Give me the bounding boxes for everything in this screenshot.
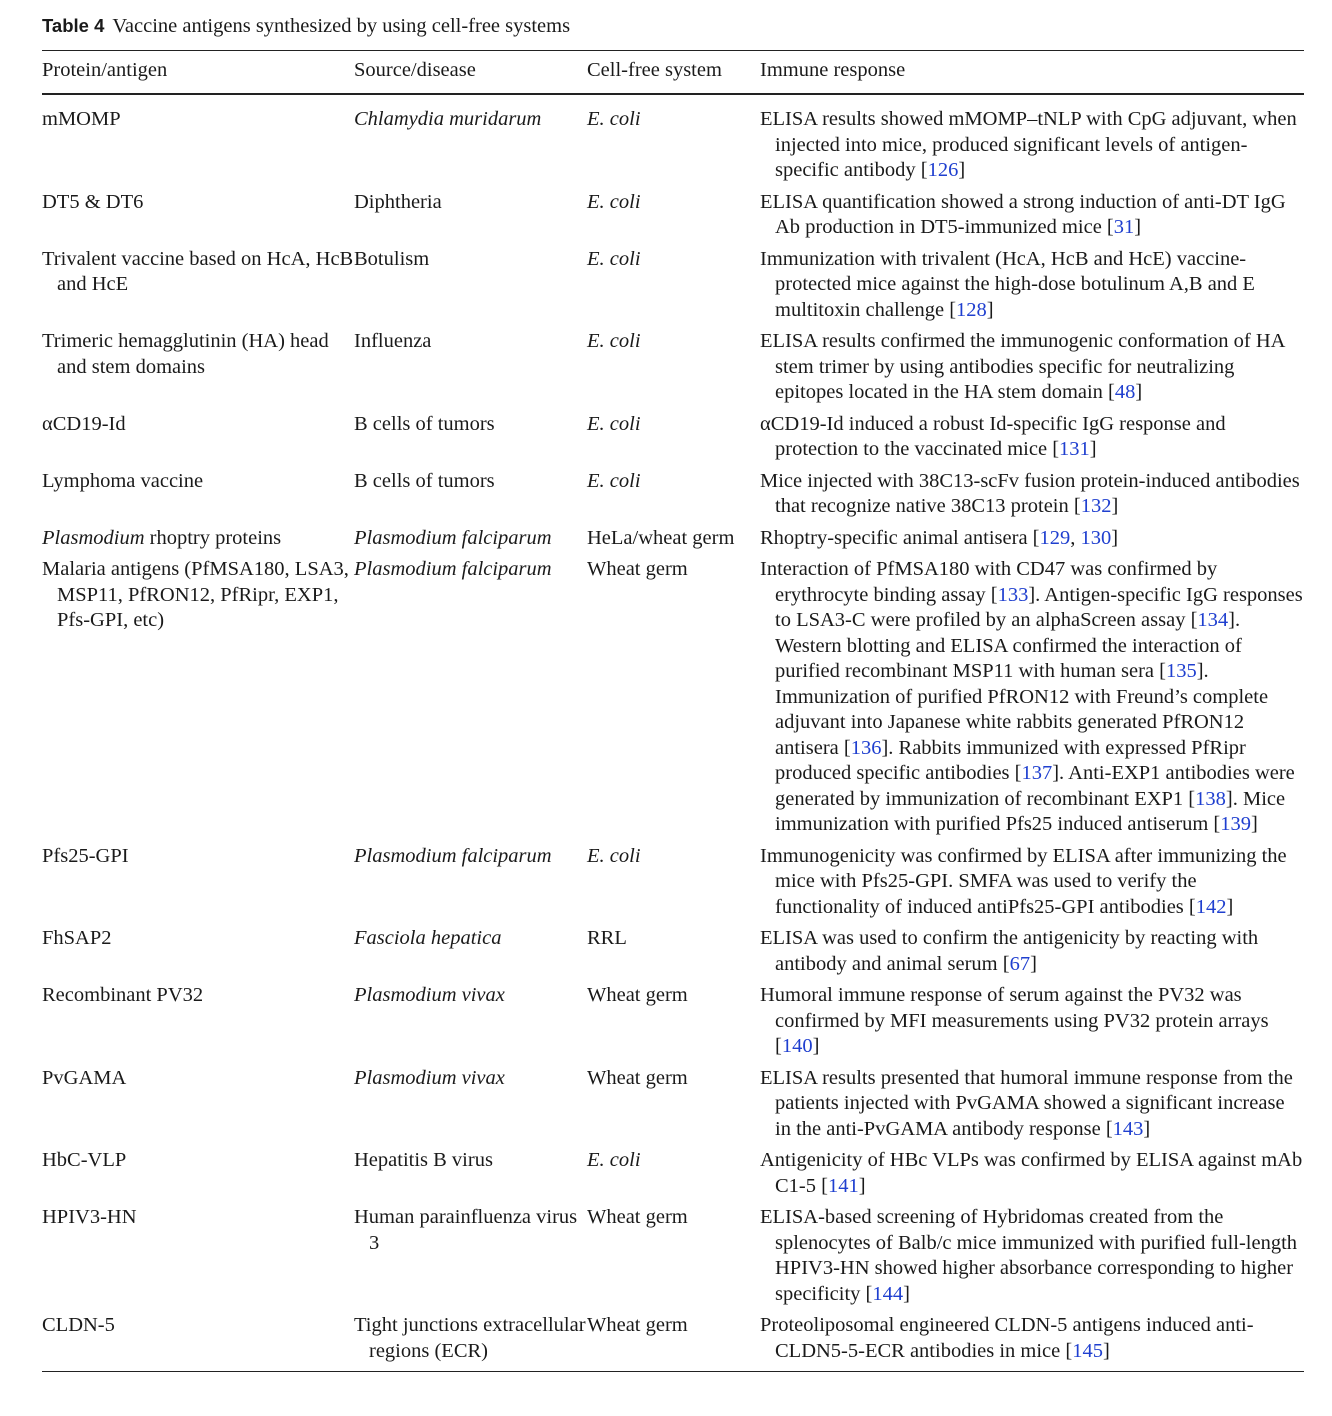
- italic-text: Plasmodium vivax: [354, 1066, 505, 1089]
- cell-text: ]. Mice immunization with purified Pfs25 induced antiserum [: [775, 787, 1286, 835]
- citation-link[interactable]: 141: [827, 1174, 859, 1197]
- cell-text: HeLa/wheat germ: [587, 526, 735, 549]
- table-row: [42, 844, 1304, 927]
- cell-text: αCD19-Id: [42, 412, 126, 435]
- italic-text: Fasciola hepatica: [354, 927, 502, 949]
- cell-text: Immunogenicity was confirmed by ELISA after immunizing the mice with Pfs25-GPI. SMFA was used to verify the functionality of induced antiPfs25-GPI antibodies [: [760, 844, 1287, 918]
- cell-text: ELISA-based screening of Hybridomas created from the splenocytes of Balb/c mice immunized with purified full-length HPIV3-HN showed higher absorbance corresponding to higher specificity [: [760, 1206, 1298, 1305]
- cell-source-disease: [354, 94, 587, 190]
- cell-text: ]. Western blotting and ELISA confirmed the interaction of purified recombinant MSP11 with human sera [: [775, 609, 1242, 682]
- cell-cell-free-system: [587, 190, 760, 247]
- cell-text: Immunization with trivalent (HcA, HcB and HcE) vaccine-protected mice against the high-dose botulinum A,B and E multitoxin challenge [: [760, 247, 1255, 321]
- cell-text: ELISA results confirmed the immunogenic conformation of HA stem trimer by using antibodies specific for neutralizing epitopes located in the HA stem domain [: [760, 330, 1285, 403]
- italic-text: E. coli: [587, 330, 641, 352]
- cell-text: Trivalent vaccine based on HcA, HcB and HcE: [42, 247, 354, 295]
- cell-cell-free-system: [587, 1313, 760, 1372]
- cell-text: Pfs25-GPI: [42, 844, 129, 867]
- cell-protein-antigen: [42, 412, 354, 469]
- cell-text: HPIV3-HN: [42, 1206, 137, 1228]
- cell-source-disease: [354, 983, 587, 1066]
- cell-protein-antigen: [42, 329, 354, 412]
- table-row: [42, 1148, 1304, 1205]
- cell-cell-free-system: [587, 926, 760, 983]
- cell-text: ]: [1030, 952, 1037, 975]
- table-row: [42, 247, 1304, 330]
- citation-link[interactable]: 134: [1197, 609, 1229, 631]
- italic-text: Plasmodium falciparum: [354, 844, 552, 867]
- cell-protein-antigen: [42, 557, 354, 844]
- cell-protein-antigen: [42, 1205, 354, 1313]
- italic-text: Plasmodium falciparum: [354, 558, 552, 580]
- cell-protein-antigen: [42, 469, 354, 526]
- table-row: [42, 412, 1304, 469]
- cell-protein-antigen: [42, 1066, 354, 1149]
- cell-text: Interaction of PfMSA180 with CD47 was confirmed by erythrocyte binding assay [: [760, 558, 1218, 606]
- header-immune-response: Immune response: [760, 59, 906, 81]
- cell-text: DT5 & DT6: [42, 190, 144, 213]
- citation-link[interactable]: 144: [872, 1282, 904, 1305]
- cell-text: HbC-VLP: [42, 1149, 127, 1171]
- cell-source-disease: [354, 926, 587, 983]
- cell-text: Humoral immune response of serum against the PV32 was confirmed by MFI measurements using PV32 protein arrays [: [760, 984, 1269, 1057]
- cell-text: ]: [1135, 381, 1143, 403]
- cell-cell-free-system: [587, 247, 760, 330]
- cell-immune-response: [760, 526, 1304, 558]
- table-row: [42, 1066, 1304, 1149]
- cell-text: mMOMP: [42, 108, 121, 130]
- cell-text: ]. Immunization of purified PfRON12 with Freund’s complete adjuvant into Japanese white rabbits generated PfRON12 antisera [: [775, 660, 1269, 759]
- citation-link[interactable]: 136: [850, 736, 882, 759]
- cell-immune-response: [760, 412, 1304, 469]
- cell-text: ]: [903, 1282, 910, 1305]
- cell-immune-response: [760, 247, 1304, 330]
- citation-link[interactable]: 132: [1080, 495, 1112, 517]
- table-row: [42, 557, 1304, 844]
- cell-text: Malaria antigens (PfMSA180, LSA3, MSP11, PfRON12, PfRipr, EXP1, Pfs-GPI, etc): [42, 558, 349, 631]
- table-row: [42, 983, 1304, 1066]
- cell-text: Influenza: [354, 330, 432, 352]
- header-row: [42, 51, 1304, 95]
- cell-source-disease: [354, 412, 587, 469]
- cell-text: ]: [958, 159, 966, 181]
- cell-protein-antigen: [42, 1148, 354, 1205]
- cell-text: ]: [986, 298, 994, 321]
- citation-link[interactable]: 133: [997, 583, 1029, 606]
- cell-protein-antigen: [42, 190, 354, 247]
- cell-text: Tight junctions extracellular regions (ECR): [354, 1314, 586, 1362]
- citation-link[interactable]: 137: [1021, 762, 1053, 784]
- cell-text: ]: [1111, 495, 1119, 517]
- table-row: [42, 526, 1304, 558]
- cell-protein-antigen: [42, 94, 354, 190]
- italic-text: E. coli: [587, 108, 641, 130]
- cell-cell-free-system: [587, 844, 760, 927]
- citation-link[interactable]: 131: [1059, 438, 1090, 460]
- header-source-disease: Source/disease: [354, 59, 476, 81]
- citation-link[interactable]: 129: [1039, 526, 1071, 549]
- cell-source-disease: [354, 329, 587, 412]
- cell-text: Antigenicity of HBc VLPs was confirmed by ELISA against mAb C1-5 [: [760, 1149, 1303, 1197]
- cell-text: Recombinant PV32: [42, 984, 204, 1006]
- cell-cell-free-system: [587, 526, 760, 558]
- italic-text: E. coli: [587, 247, 641, 270]
- table-row: [42, 1313, 1304, 1372]
- cell-text: ]: [1250, 813, 1258, 835]
- vaccine-antigens-table: [42, 50, 1304, 1372]
- cell-cell-free-system: [587, 469, 760, 526]
- citation-link[interactable]: 139: [1220, 813, 1251, 835]
- italic-text: E. coli: [587, 469, 641, 492]
- cell-text: PvGAMA: [42, 1066, 127, 1089]
- cell-source-disease: [354, 1066, 587, 1149]
- cell-text: ]. Rabbits immunized with expressed PfRipr produced specific antibodies [: [775, 736, 1246, 784]
- cell-text: B cells of tumors: [354, 469, 495, 492]
- cell-protein-antigen: [42, 1313, 354, 1372]
- cell-text: Wheat germ: [587, 1314, 688, 1336]
- cell-text: ]. Anti-EXP1 antibodies were generated by immunization of recombinant EXP1 [: [775, 762, 1295, 810]
- table-row: [42, 329, 1304, 412]
- cell-cell-free-system: [587, 412, 760, 469]
- table-figure: [42, 12, 1304, 1372]
- citation-link[interactable]: 135: [1165, 660, 1197, 682]
- cell-text: ELISA results showed mMOMP–tNLP with CpG adjuvant, when injected into mice, produced significant levels of antigen-specific antibody [: [760, 108, 1297, 181]
- table-row: [42, 94, 1304, 190]
- citation-link[interactable]: 48: [1114, 381, 1136, 403]
- cell-cell-free-system: [587, 557, 760, 844]
- cell-immune-response: [760, 469, 1304, 526]
- cell-immune-response: [760, 926, 1304, 983]
- cell-text: Lymphoma vaccine: [42, 469, 204, 492]
- cell-text: ]: [812, 1035, 820, 1057]
- cell-text: ELISA results presented that humoral immune response from the patients injected with PvGAMA showed a significant increase in the anti-PvGAMA antibody response [: [760, 1066, 1293, 1140]
- cell-immune-response: [760, 844, 1304, 927]
- cell-cell-free-system: [587, 983, 760, 1066]
- cell-protein-antigen: [42, 526, 354, 558]
- cell-text: Trimeric hemagglutinin (HA) head and stem domains: [42, 330, 329, 378]
- cell-immune-response: [760, 190, 1304, 247]
- cell-text: B cells of tumors: [354, 412, 495, 435]
- cell-text: Mice injected with 38C13-scFv fusion protein-induced antibodies that recognize native 38C13 protein [: [760, 469, 1300, 517]
- table-header: [42, 51, 1304, 95]
- cell-text: Proteoliposomal engineered CLDN-5 antigens induced anti-CLDN5-5-ECR antibodies in mice [: [760, 1314, 1254, 1362]
- cell-protein-antigen: [42, 926, 354, 983]
- cell-immune-response: [760, 557, 1304, 844]
- cell-text: ]: [1143, 1117, 1151, 1140]
- table-title: Vaccine antigens synthesized by using cell-free systems: [112, 15, 571, 37]
- italic-text: E. coli: [587, 412, 641, 435]
- cell-protein-antigen: [42, 983, 354, 1066]
- cell-text: αCD19-Id induced a robust Id-specific IgG response and protection to the vaccinated mice [: [760, 412, 1226, 460]
- cell-cell-free-system: [587, 1205, 760, 1313]
- cell-source-disease: [354, 1205, 587, 1313]
- cell-text: Rhoptry-specific animal antisera [: [760, 526, 1040, 549]
- italic-text: Chlamydia muridarum: [354, 108, 542, 130]
- cell-text: ]: [1226, 895, 1234, 918]
- cell-immune-response: [760, 1066, 1304, 1149]
- cell-immune-response: [760, 1205, 1304, 1313]
- table-row: [42, 926, 1304, 983]
- cell-text: Diphtheria: [354, 190, 442, 213]
- citation-link[interactable]: 31: [1113, 216, 1135, 238]
- table-row: [42, 190, 1304, 247]
- cell-text: rhoptry proteins: [144, 526, 282, 549]
- cell-immune-response: [760, 329, 1304, 412]
- italic-text: E. coli: [587, 1149, 641, 1171]
- cell-text: Wheat germ: [587, 1206, 688, 1228]
- cell-cell-free-system: [587, 94, 760, 190]
- cell-text: ELISA was used to confirm the antigenicity by reacting with antibody and animal serum [: [760, 927, 1259, 975]
- cell-source-disease: [354, 1313, 587, 1372]
- table-row: [42, 469, 1304, 526]
- cell-text: RRL: [587, 927, 627, 949]
- italic-text: Plasmodium falciparum: [354, 526, 552, 549]
- cell-text: ]: [1134, 216, 1142, 238]
- cell-source-disease: [354, 1148, 587, 1205]
- citation-link[interactable]: 143: [1112, 1117, 1144, 1140]
- citation-link[interactable]: 126: [927, 159, 959, 181]
- cell-text: ]: [1089, 438, 1097, 460]
- cell-text: CLDN-5: [42, 1314, 115, 1336]
- cell-text: Human parainfluenza virus 3: [354, 1206, 578, 1254]
- table-body: [42, 94, 1304, 1372]
- cell-text: ]: [858, 1174, 866, 1197]
- citation-link[interactable]: 142: [1195, 895, 1227, 918]
- cell-text: FhSAP2: [42, 927, 112, 949]
- citation-link[interactable]: 140: [781, 1035, 813, 1057]
- cell-source-disease: [354, 844, 587, 927]
- cell-source-disease: [354, 190, 587, 247]
- cell-source-disease: [354, 526, 587, 558]
- table-row: [42, 1205, 1304, 1313]
- header-cell-free-system: Cell-free system: [587, 59, 722, 81]
- cell-immune-response: [760, 983, 1304, 1066]
- cell-source-disease: [354, 469, 587, 526]
- cell-text: Wheat germ: [587, 558, 688, 580]
- citation-link[interactable]: 67: [1009, 952, 1031, 975]
- cell-text: ]. Antigen-specific IgG responses to LSA3-C were profiled by an alphaScreen assay [: [775, 583, 1303, 631]
- cell-text: ]: [1102, 1339, 1110, 1362]
- cell-immune-response: [760, 1313, 1304, 1372]
- cell-protein-antigen: [42, 844, 354, 927]
- table-number: Table 4: [42, 15, 105, 36]
- cell-source-disease: [354, 557, 587, 844]
- cell-cell-free-system: [587, 1148, 760, 1205]
- italic-text: E. coli: [587, 844, 641, 867]
- cell-immune-response: [760, 1148, 1304, 1205]
- cell-protein-antigen: [42, 247, 354, 330]
- cell-text: ELISA quantification showed a strong induction of anti-DT IgG Ab production in DT5-immunized mice [: [760, 190, 1286, 238]
- cell-text: ,: [1070, 526, 1081, 549]
- cell-cell-free-system: [587, 329, 760, 412]
- table-caption: [42, 12, 1304, 40]
- cell-text: Botulism: [354, 247, 430, 270]
- cell-source-disease: [354, 247, 587, 330]
- header-protein-antigen: Protein/antigen: [42, 59, 168, 81]
- cell-cell-free-system: [587, 1066, 760, 1149]
- citation-link[interactable]: 138: [1195, 787, 1226, 810]
- citation-link[interactable]: 130: [1080, 526, 1112, 549]
- cell-immune-response: [760, 94, 1304, 190]
- cell-text: Wheat germ: [587, 984, 688, 1006]
- cell-text: ]: [1111, 526, 1119, 549]
- italic-text: Plasmodium vivax: [354, 984, 505, 1006]
- cell-text: Wheat germ: [587, 1066, 688, 1089]
- citation-link[interactable]: 145: [1072, 1339, 1103, 1362]
- italic-text: E. coli: [587, 190, 641, 213]
- cell-text: Hepatitis B virus: [354, 1149, 493, 1171]
- citation-link[interactable]: 128: [956, 298, 987, 321]
- italic-text: Plasmodium: [42, 526, 145, 549]
